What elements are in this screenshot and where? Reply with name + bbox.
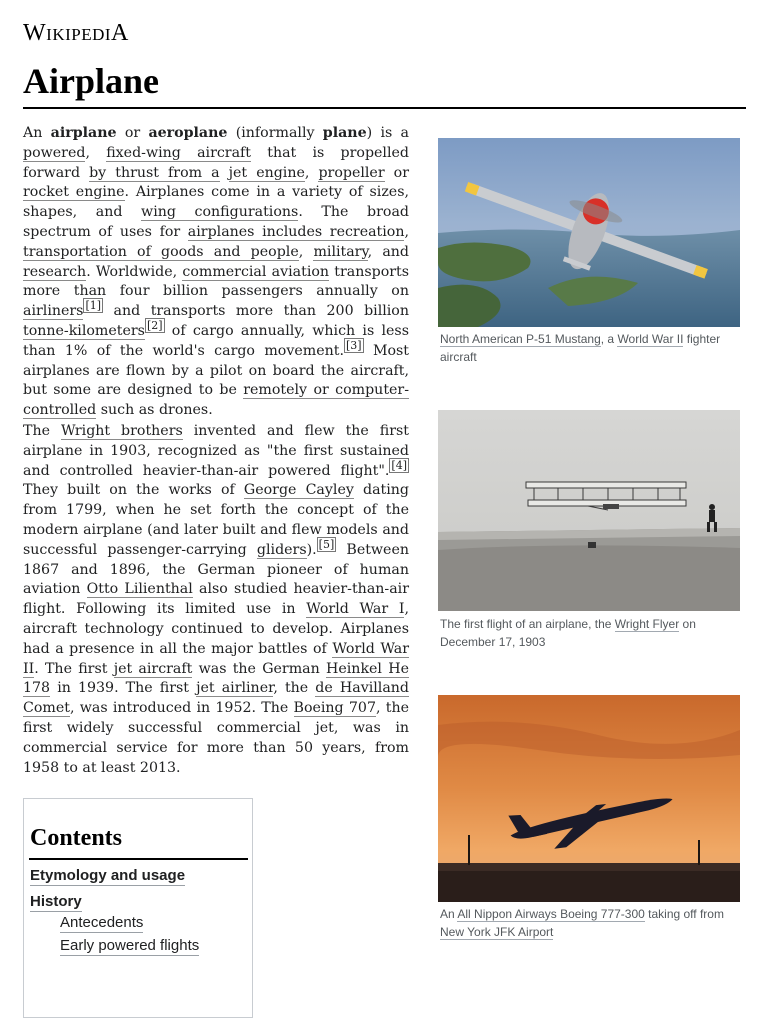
figure-ana-boeing-777 xyxy=(438,695,740,945)
link-wright-flyer[interactable]: Wright Flyer xyxy=(614,617,680,631)
link-world-war-i[interactable]: World War I xyxy=(306,601,405,618)
p51-photo-illustration xyxy=(438,138,740,327)
link-jfk-airport[interactable]: New York JFK Airport xyxy=(440,925,554,939)
link-wing-configurations[interactable]: wing configurations xyxy=(141,204,299,221)
link-boeing-707[interactable]: Boeing 707 xyxy=(293,700,376,717)
figure-caption-wright-flyer: The first flight of an airplane, the Wright Flyer on December 17, 1903 xyxy=(440,617,696,649)
link-otto-lilienthal[interactable]: Otto Lilienthal xyxy=(86,581,193,598)
wright-flyer-image[interactable] xyxy=(438,410,740,611)
link-caption-world-war-ii[interactable]: World War II xyxy=(617,332,684,346)
link-rocket-engine[interactable]: rocket engine xyxy=(23,184,125,201)
link-p51-mustang[interactable]: North American P-51 Mustang xyxy=(440,332,601,346)
link-gliders[interactable]: gliders xyxy=(256,541,307,558)
link-military[interactable]: military xyxy=(313,243,368,260)
page-title: Airplane xyxy=(23,61,160,101)
figure-caption-p51: North American P-51 Mustang, a World War II fighter aircraft xyxy=(440,332,721,364)
toc-title: Contents xyxy=(30,825,123,851)
figure-wright-flyer xyxy=(438,410,740,654)
intro-paragraph-2: The Wright brothers invented and flew the first airplane in 1903, recognized as "the first sustained and controlled heavier-than-air powered flight". [4] They built on the works of George Cayley dating from 1799, when he set forth the concept of the modern airplane (and later built and flew models and successful passenger-carrying gliders). [5] Between 1867 and 1896, the German pioneer of human aviation Otto Lilienthal also studied heavier-than-air flight. Following its limited use in World War I, aircraft technology continued to develop. Airplanes had a presence in all the major battles of World War II. The first jet aircraft was the German Heinkel He 178 in 1939. The first jet airliner, the de Havilland Comet, was introduced in 1952. The Boeing 707, the first widely successful commercial jet, was in commercial service for more than 50 years, from 1958 to at least 2013. xyxy=(23,423,409,776)
link-world-war-ii[interactable]: World War II xyxy=(23,640,409,677)
link-jet-aircraft[interactable]: jet aircraft xyxy=(113,660,193,677)
title-divider xyxy=(23,107,746,109)
ana-boeing-777-image[interactable] xyxy=(438,695,740,902)
toc-item-early-powered-flights[interactable]: Early powered flights xyxy=(60,937,200,954)
toc-item-etymology[interactable]: Etymology and usage xyxy=(30,867,186,884)
reference-3[interactable]: [3] xyxy=(345,339,362,353)
intro-paragraph-1: An airplane or aeroplane (informally plane) is a powered, fixed-wing aircraft that is propelled forward by thrust from a jet engine, propeller or rocket engine. Airplanes come in a variety of sizes, shapes, and wing configurations. The broad spectrum of uses for airplanes includes recreation, transportation of goods and people, military, and research. Worldwide, commercial aviation transports more than four billion passengers annually on airliners [1] and transports more than 200 billion tonne-kilometers [2] of cargo annually, which is less than 1% of the world's cargo movement. [3] Most airplanes are flown by a pilot on board the aircraft, but some are designed to be remotely or computer-controlled such as drones. xyxy=(23,125,409,419)
link-tonne-kilometers[interactable]: tonne-kilometers xyxy=(23,322,145,339)
link-heinkel-he-178[interactable]: Heinkel He 178 xyxy=(23,660,409,697)
reference-4[interactable]: [4] xyxy=(391,458,407,472)
link-transportation[interactable]: transportation of goods and people xyxy=(23,243,299,260)
link-ana-boeing-777[interactable]: All Nippon Airways Boeing 777-300 xyxy=(457,907,645,921)
reference-5[interactable]: [5] xyxy=(318,538,335,552)
link-powered[interactable]: powered xyxy=(23,144,86,161)
link-recreation[interactable]: airplanes includes recreation xyxy=(187,223,405,240)
toc-item-antecedents[interactable]: Antecedents xyxy=(60,914,144,931)
boeing-777-photo-illustration xyxy=(438,695,740,902)
toc-divider xyxy=(29,858,248,860)
link-research[interactable]: research xyxy=(23,263,87,280)
link-propeller[interactable]: propeller xyxy=(318,164,385,181)
p51-mustang-image[interactable] xyxy=(438,138,740,327)
link-jet-engine[interactable]: jet engine xyxy=(228,164,305,181)
link-fixed-wing-aircraft[interactable]: fixed-wing aircraft xyxy=(106,144,251,161)
link-jet-airliner[interactable]: jet airliner xyxy=(196,680,274,697)
link-commercial-aviation[interactable]: commercial aviation xyxy=(182,263,330,280)
toc-item-history[interactable]: History xyxy=(30,893,82,910)
link-george-cayley[interactable]: George Cayley xyxy=(243,482,354,499)
link-thrust[interactable]: by thrust from a xyxy=(89,164,220,181)
wright-flyer-photo-illustration xyxy=(438,410,740,611)
link-wright-brothers[interactable]: Wright brothers xyxy=(60,423,183,439)
wikipedia-wordmark[interactable]: WIKIPEDIA xyxy=(23,20,129,46)
reference-2[interactable]: [2] xyxy=(146,319,163,333)
link-remotely-controlled[interactable]: remotely or computer-controlled xyxy=(23,382,409,419)
link-airliners[interactable]: airliners xyxy=(23,303,84,320)
reference-1[interactable]: [1] xyxy=(85,299,102,313)
table-of-contents xyxy=(23,798,253,1018)
link-de-havilland-comet[interactable]: de Havilland Comet xyxy=(23,680,409,717)
figure-p51-mustang xyxy=(438,138,740,370)
figure-caption-ana-777: An All Nippon Airways Boeing 777-300 taking off from New York JFK Airport xyxy=(440,907,724,939)
